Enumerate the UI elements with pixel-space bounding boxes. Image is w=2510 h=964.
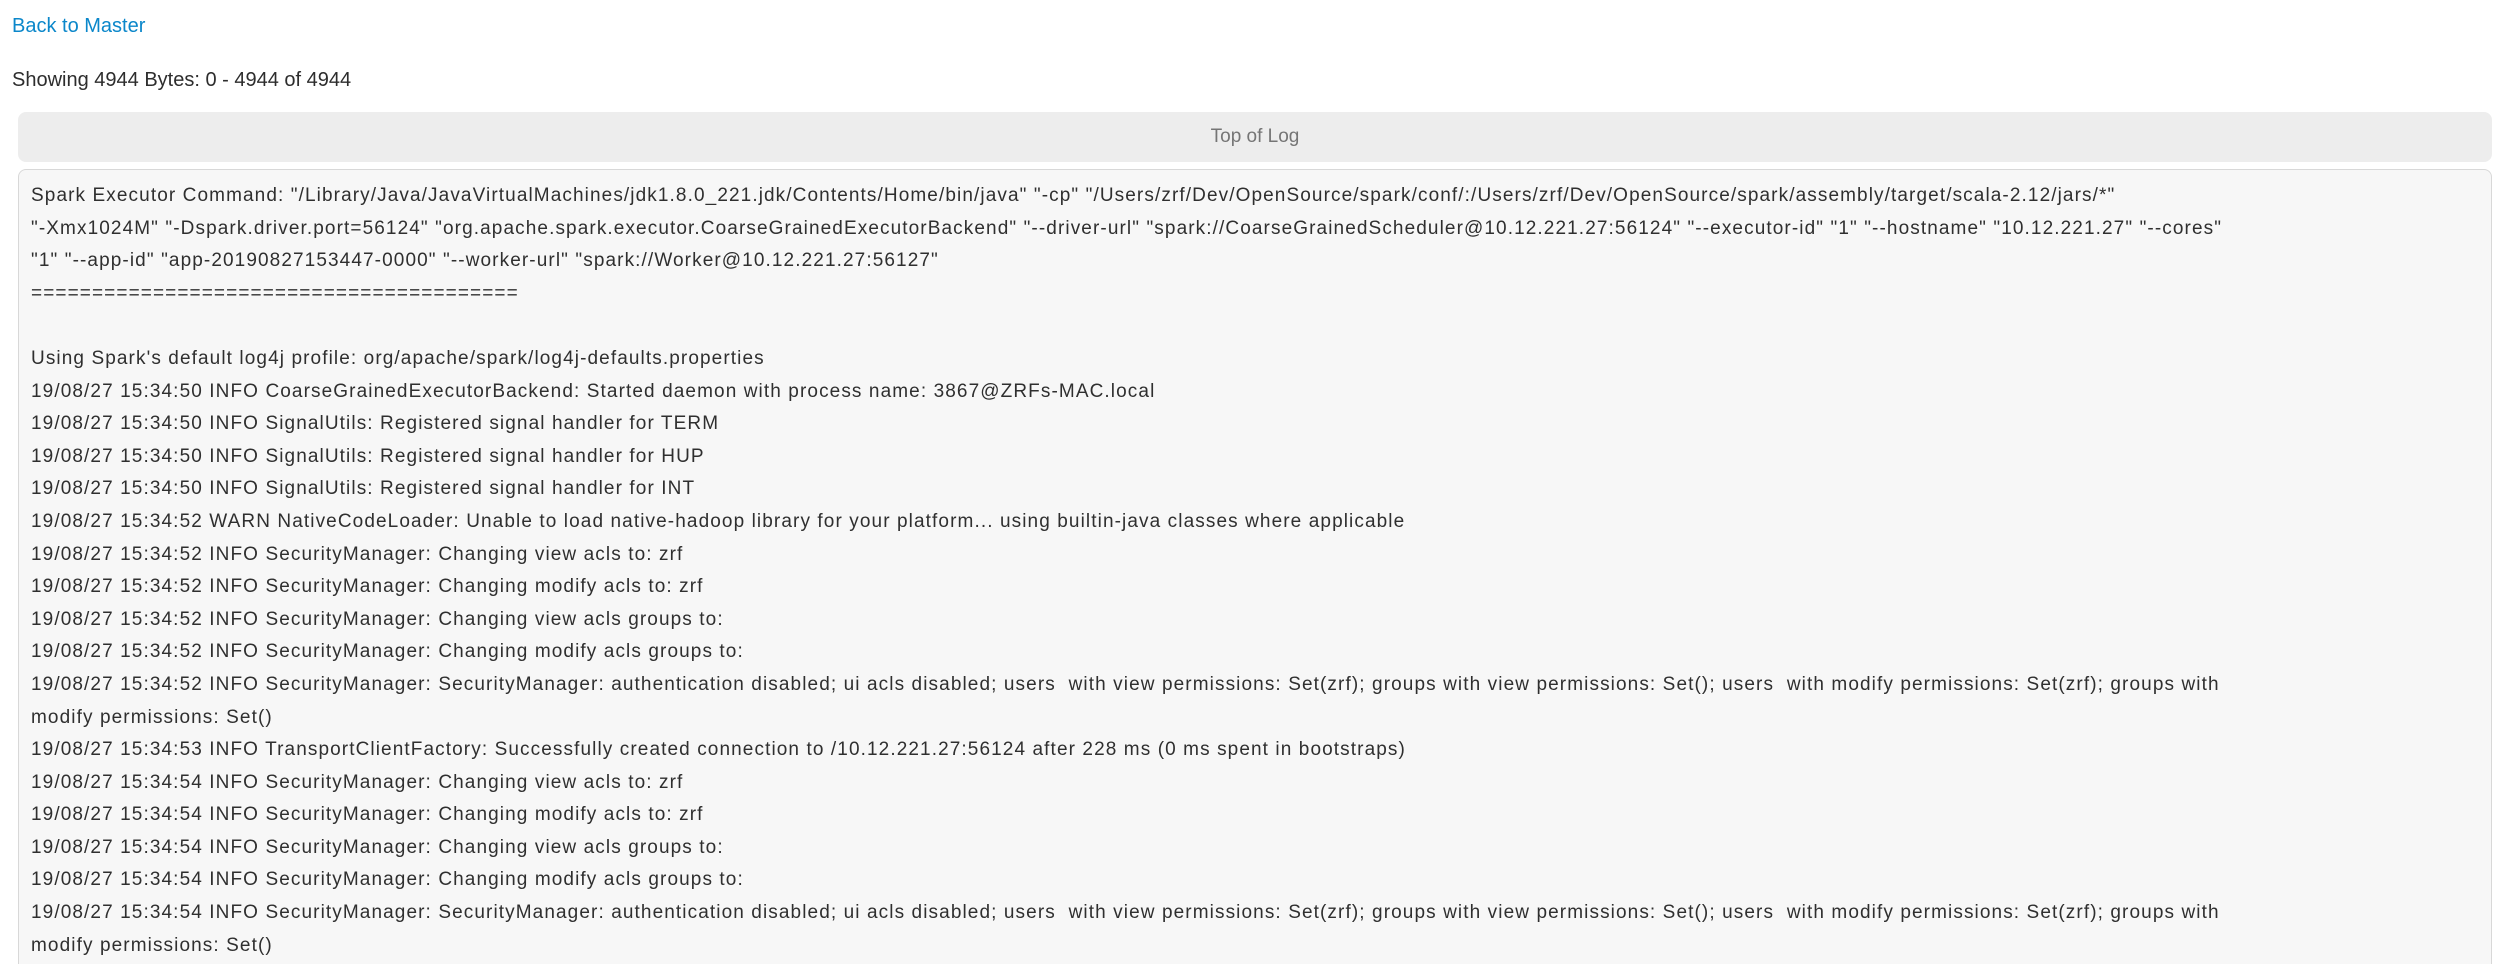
header-area [0,0,2510,93]
log-line: 19/08/27 15:34:52 INFO SecurityManager: Changing modify acls groups to: [31,641,744,663]
log-line: 19/08/27 15:34:54 INFO SecurityManager: SecurityManager: authentication disabled; ui acls disabled; users with view permissions: Set(zrf); groups with view permissions: Set(); users with modify permissions: Set(zrf); groups with [31,902,2220,924]
log-line: 19/08/27 15:34:50 INFO SignalUtils: Registered signal handler for HUP [31,445,705,467]
log-line: 19/08/27 15:34:52 INFO SecurityManager: Changing modify acls to: zrf [31,576,704,598]
log-line: 19/08/27 15:34:53 INFO TransportClientFactory: Successfully created connection to /10.12.221.27:56124 after 228 ms (0 ms spent in bootstraps) [31,739,1406,761]
log-line: modify permissions: Set() [31,934,273,956]
log-line: ======================================== [31,282,519,304]
log-line: 19/08/27 15:34:52 INFO SecurityManager: SecurityManager: authentication disabled; ui acls disabled; users with view permissions: Set(zrf); groups with view permissions: Set(); users with modify permissions: Set(zrf); groups with [31,673,2220,695]
log-line: "1" "--app-id" "app-20190827153447-0000" "--worker-url" "spark://Worker@10.12.221.27:56127" [31,250,939,272]
log-line: 19/08/27 15:34:54 INFO SecurityManager: Changing modify acls groups to: [31,869,744,891]
log-line: 19/08/27 15:34:52 INFO SecurityManager: Changing view acls to: zrf [31,543,684,565]
log-line: 19/08/27 15:34:50 INFO SignalUtils: Registered signal handler for INT [31,478,696,500]
log-content[interactable] [18,169,2492,964]
log-line: 19/08/27 15:34:50 INFO SignalUtils: Registered signal handler for TERM [31,413,720,435]
log-line: modify permissions: Set() [31,706,273,728]
log-line: "-Xmx1024M" "-Dspark.driver.port=56124" "org.apache.spark.executor.CoarseGrainedExecutorBackend" "--driver-url" "spark://CoarseGrainedScheduler@10.12.221.27:56124" "--executor-id" "1" "--hostname" "10.12.221.27" "--cores" [31,217,2223,239]
back-to-master-link[interactable]: Back to Master [12,15,146,37]
byte-range-text: Showing 4944 Bytes: 0 - 4944 of 4944 [12,69,352,91]
top-of-log-button[interactable]: Top of Log [18,112,2492,162]
log-line: 19/08/27 15:34:54 INFO SecurityManager: Changing view acls groups to: [31,836,724,858]
log-line [31,310,2479,343]
log-line: 19/08/27 15:34:54 INFO SecurityManager: Changing view acls to: zrf [31,771,684,793]
log-line: 19/08/27 15:34:50 INFO CoarseGrainedExecutorBackend: Started daemon with process name: 3867@ZRFs-MAC.local [31,380,1156,402]
log-line: 19/08/27 15:34:52 WARN NativeCodeLoader: Unable to load native-hadoop library for your platform... using builtin-java classes where applicable [31,510,1406,532]
log-line: 19/08/27 15:34:52 INFO SecurityManager: Changing view acls groups to: [31,608,724,630]
log-line: 19/08/27 15:34:54 INFO SecurityManager: Changing modify acls to: zrf [31,804,704,826]
log-line: Using Spark's default log4j profile: org/apache/spark/log4j-defaults.properties [31,347,765,369]
log-line: Spark Executor Command: "/Library/Java/JavaVirtualMachines/jdk1.8.0_221.jdk/Contents/Home/bin/java" "-cp" "/Users/zrf/Dev/OpenSource/spark/conf/:/Users/zrf/Dev/OpenSource/spark/assembly/target/scala-2.12/jars/*" [31,185,2116,206]
